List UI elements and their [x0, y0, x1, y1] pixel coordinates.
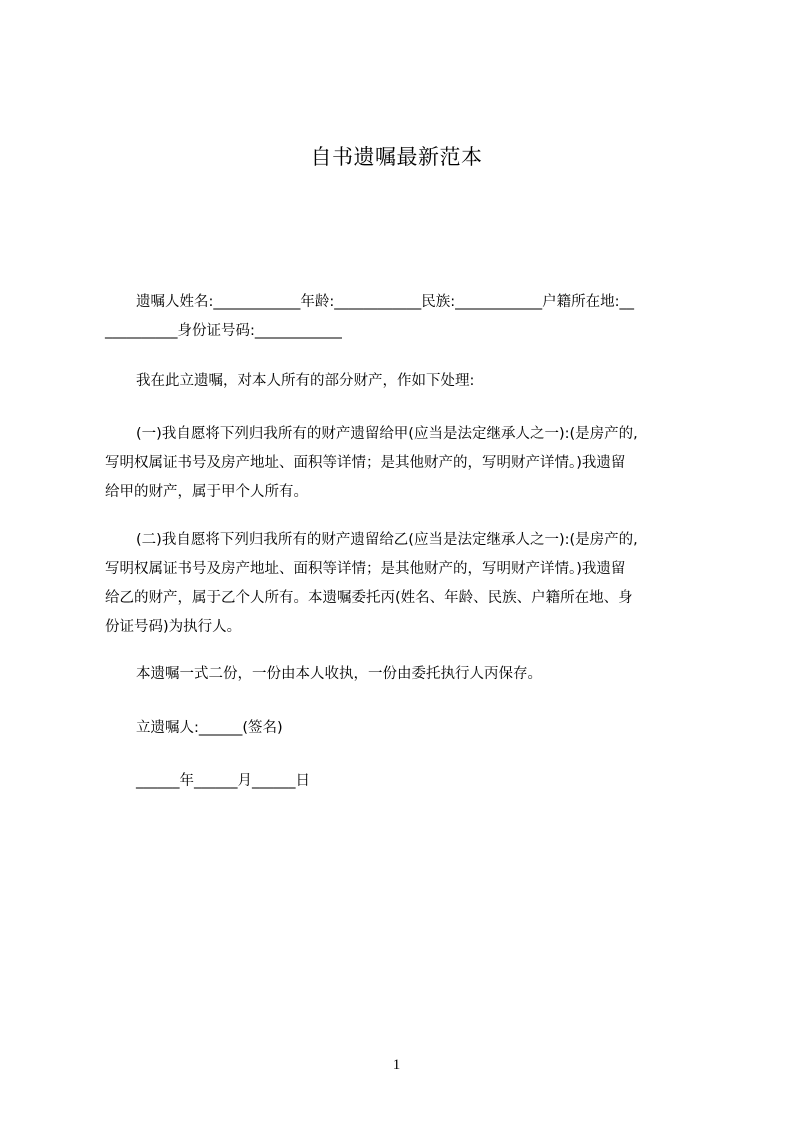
- clause-1-line-2: 写明权属证书号及房产地址、面积等详情；是其他财产的，写明财产详情。)我遗留: [105, 455, 626, 471]
- clause-2-line-1: [105, 526, 705, 555]
- clause-2-line-2: 写明权属证书号及房产地址、面积等详情；是其他财产的，写明财产详情。)我遗留: [105, 561, 626, 577]
- clause-1-text-1: (一)我自愿将下列归我所有的财产遗留给甲(应当是法定继承人之一):(是房产的,: [136, 426, 638, 442]
- clause-1-line-1: [105, 420, 705, 449]
- copies-text: 本遗嘱一式二份，一份由本人收执，一份由委托执行人丙保存。: [136, 666, 542, 682]
- clause-1-line-3: 给甲的财产，属于甲个人所有。: [105, 484, 308, 500]
- signature-paragraph: [105, 714, 705, 743]
- copies-paragraph: [105, 660, 705, 689]
- intro-text: 我在此立遗嘱，对本人所有的部分财产，作如下处理:: [136, 373, 475, 389]
- page-number: 1: [392, 1057, 401, 1073]
- document-title: 自书遗嘱最新范本: [310, 145, 483, 169]
- testator-info-line-1: [105, 288, 705, 317]
- clause-2-line-4: 份证号码)为执行人。: [105, 619, 242, 635]
- testator-info-line-2: __________身份证号码:____________: [105, 323, 342, 339]
- testator-info-text-1: 遗嘱人姓名:____________年龄:____________民族:____________户籍所在地:__: [136, 294, 635, 310]
- clause-2-text-1: (二)我自愿将下列归我所有的财产遗留给乙(应当是法定继承人之一):(是房产的,: [136, 532, 638, 548]
- copies-line: [105, 660, 705, 689]
- date-paragraph: [105, 767, 705, 796]
- testator-info-section: [105, 288, 705, 346]
- clause-2-paragraph: [105, 526, 705, 642]
- intro-line: [105, 367, 705, 396]
- signature-line: [105, 714, 705, 743]
- intro-paragraph: [105, 367, 705, 396]
- date-text: ______年______月______日: [136, 773, 310, 789]
- clause-1-paragraph: [105, 420, 705, 507]
- date-line: [105, 767, 705, 796]
- clause-2-line-3: 给乙的财产，属于乙个人所有。本遗嘱委托丙(姓名、年龄、民族、户籍所在地、身: [105, 590, 633, 606]
- signature-text: 立遗嘱人:______(签名): [136, 720, 283, 736]
